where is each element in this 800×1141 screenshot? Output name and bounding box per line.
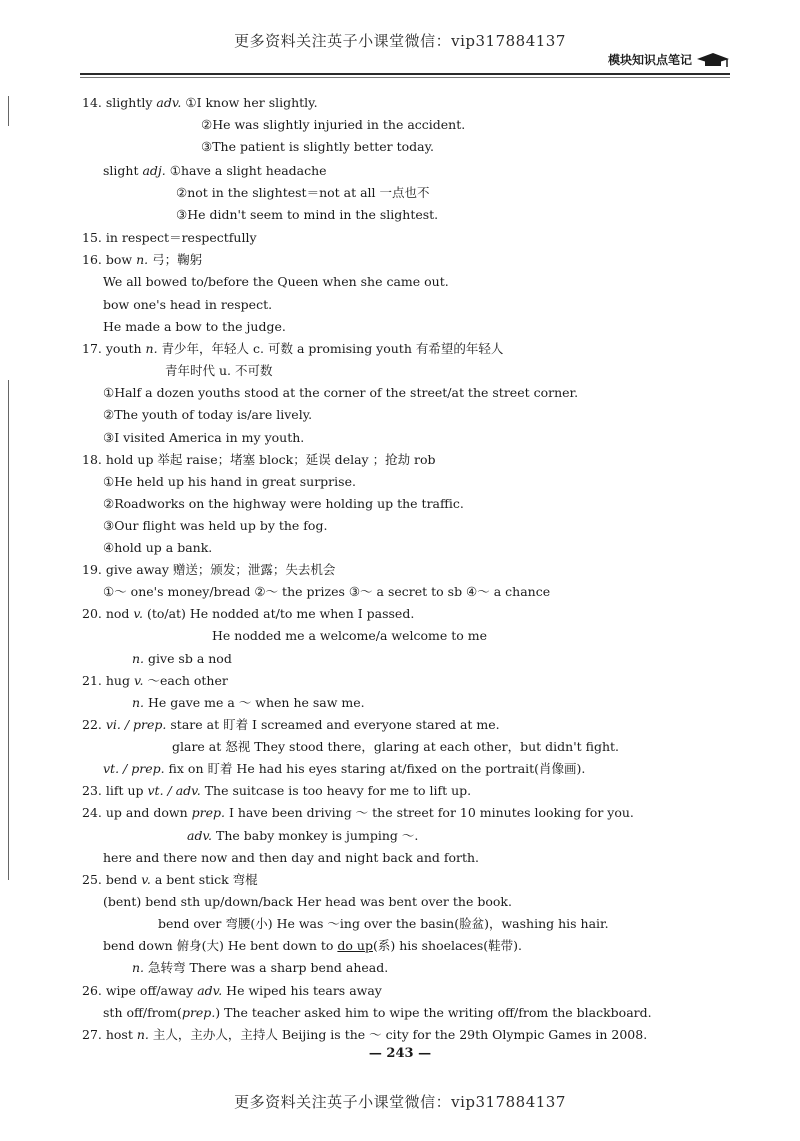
- note-line: 23. lift up vt. / adv. The suitcase is too heavy for me to lift up.: [82, 783, 472, 798]
- note-line: 22. vi. / prep. stare at 盯着 I screamed and everyone stared at me.: [82, 717, 500, 732]
- note-line: slight adj. ①have a slight headache: [103, 163, 327, 178]
- note-line: 27. host n. 主人，主办人，主持人 Beijing is the ～ city for the 29th Olympic Games in 2008.: [82, 1027, 648, 1042]
- header-rule: [80, 73, 730, 75]
- note-line: 21. hug v. ～each other: [82, 673, 228, 688]
- note-line: ③He didn't seem to mind in the slightest.: [176, 207, 439, 222]
- note-line: 16. bow n. 弓；鞠躬: [82, 252, 203, 267]
- note-line: 14. slightly adv. ①I know her slightly.: [82, 95, 318, 110]
- page-number: — 243 —: [368, 1046, 432, 1061]
- note-line: ①He held up his hand in great surprise.: [103, 474, 356, 489]
- note-line: ②The youth of today is/are lively.: [103, 407, 313, 422]
- note-line: bow one's head in respect.: [103, 297, 273, 312]
- watermark-bottom: 更多资料关注英子小课堂微信：vip317884137: [234, 1093, 566, 1111]
- graduation-cap-icon: [696, 52, 730, 68]
- note-line: We all bowed to/before the Queen when she came out.: [103, 274, 449, 289]
- note-line: n. 急转弯 There was a sharp bend ahead.: [132, 960, 389, 975]
- note-line: 26. wipe off/away adv. He wiped his tears away: [82, 983, 382, 998]
- header-rule-thin: [80, 77, 730, 78]
- note-line: vt. / prep. fix on 盯着 He had his eyes staring at/fixed on the portrait(肖像画).: [103, 761, 586, 776]
- note-line: He nodded me a welcome/a welcome to me: [212, 628, 487, 643]
- note-line: n. He gave me a ～ when he saw me.: [132, 695, 365, 710]
- note-line: 25. bend v. a bent stick 弯棍: [82, 872, 258, 887]
- note-line: 19. give away 赠送；颁发；泄露；失去机会: [82, 562, 336, 577]
- note-line: ①Half a dozen youths stood at the corner of the street/at the street corner.: [103, 385, 579, 400]
- note-line: (bent) bend sth up/down/back Her head was bent over the book.: [103, 894, 512, 909]
- note-line: 24. up and down prep. I have been driving ～ the street for 10 minutes looking for you.: [82, 805, 634, 820]
- note-line: He made a bow to the judge.: [103, 319, 286, 334]
- note-line: ③Our flight was held up by the fog.: [103, 518, 328, 533]
- note-line: 15. in respect＝respectfully: [82, 230, 257, 245]
- note-line: 18. hold up 举起 raise；堵塞 block；延误 delay ；抢劫 rob: [82, 452, 436, 467]
- scan-edge-mark: [8, 380, 9, 880]
- scan-edge-mark: [8, 96, 9, 126]
- note-line: 20. nod v. (to/at) He nodded at/to me when I passed.: [82, 606, 415, 621]
- note-line: ①～ one's money/bread ②～ the prizes ③～ a secret to sb ④～ a chance: [103, 584, 551, 599]
- header-badge: [608, 51, 730, 68]
- note-line: ③I visited America in my youth.: [103, 430, 305, 445]
- note-line: glare at 怒视 They stood there，glaring at each other，but didn't fight.: [172, 739, 620, 754]
- note-line: ②He was slightly injuried in the accident.: [201, 117, 466, 132]
- note-line: n. give sb a nod: [132, 651, 232, 666]
- note-line: sth off/from(prep.) The teacher asked him to wipe the writing off/from the blackboard.: [103, 1005, 652, 1020]
- note-line: ③The patient is slightly better today.: [201, 139, 434, 154]
- note-line: here and there now and then day and night back and forth.: [103, 850, 480, 865]
- note-line: ②Roadworks on the highway were holding up the traffic.: [103, 496, 464, 511]
- note-line: 17. youth n. 青少年，年轻人 c. 可数 a promising youth 有希望的年轻人: [82, 341, 504, 356]
- note-line: bend down 俯身(大) He bent down to do up(系) his shoelaces(鞋带).: [103, 938, 523, 953]
- note-line: bend over 弯腰(小) He was ～ing over the basin(脸盆)，washing his hair.: [158, 916, 609, 931]
- header-title: 模块知识点笔记: [607, 53, 692, 67]
- note-line: ②not in the slightest＝not at all 一点也不: [176, 185, 430, 200]
- note-line: ④hold up a bank.: [103, 540, 213, 555]
- watermark-top: 更多资料关注英子小课堂微信：vip317884137: [234, 32, 566, 50]
- note-line: adv. The baby monkey is jumping ～.: [187, 828, 419, 843]
- note-line: 青年时代 u. 不可数: [165, 363, 273, 378]
